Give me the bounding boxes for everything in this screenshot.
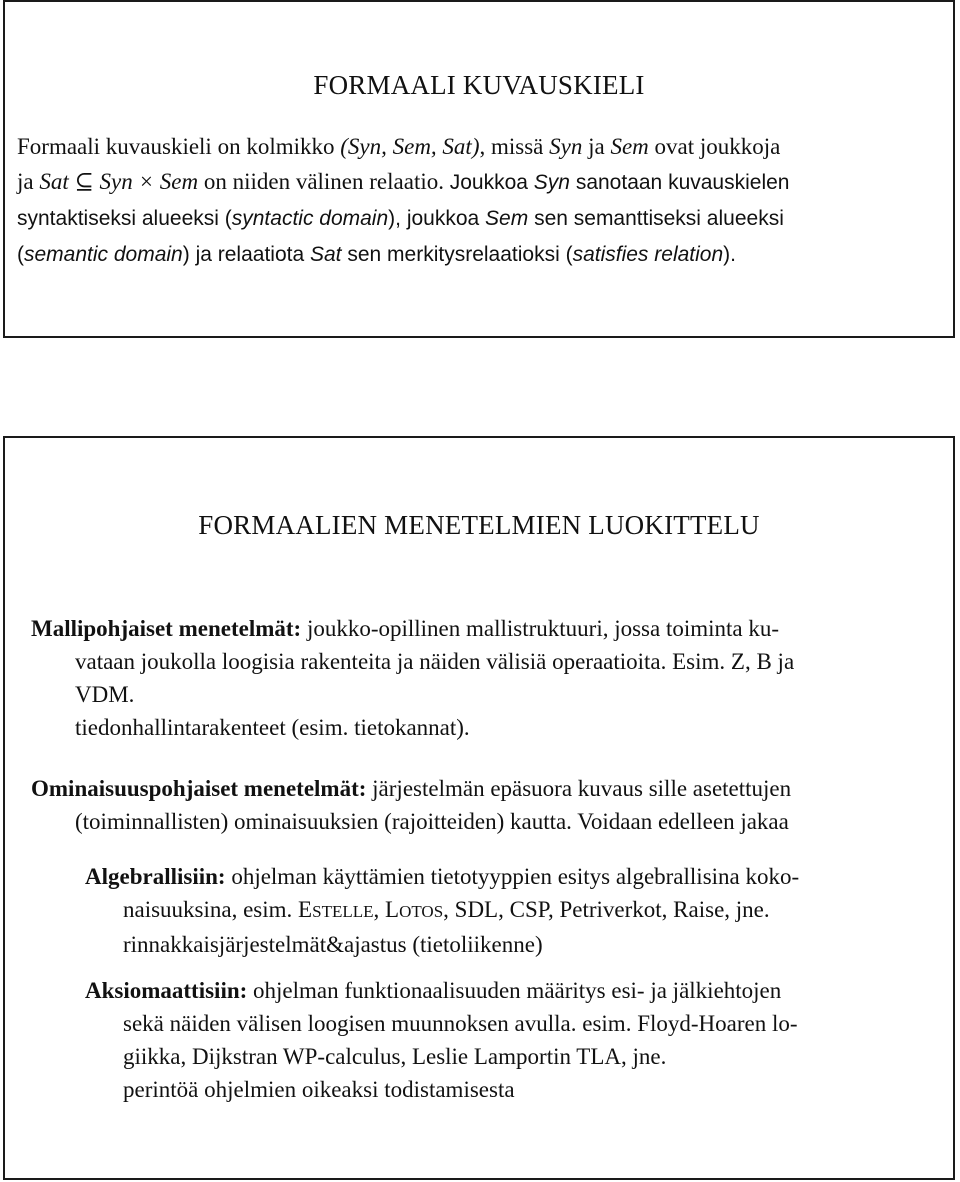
math-syn: Syn (549, 134, 583, 159)
text: ) ja relaatiota (182, 243, 310, 266)
text: ), joukkoa (388, 207, 486, 230)
slide-title: FORMAALI KUVAUSKIELI (313, 70, 645, 100)
text: Formaali kuvauskieli on kolmikko (17, 134, 341, 159)
definition-paragraph (17, 129, 937, 272)
text: on niiden välinen relaatio. (198, 169, 450, 194)
lotos-rest: OTOS (399, 902, 444, 921)
text: perintöä ohjelmien oikeaksi todistamisesta (123, 1077, 515, 1102)
math-syn: Syn (533, 171, 570, 194)
text: , missä (479, 134, 550, 159)
text: , (373, 897, 385, 922)
slide-formal-language (3, 0, 955, 338)
text: ja (17, 169, 40, 194)
slide-title: FORMAALIEN MENETELMIEN LUOKITTELU (198, 510, 760, 540)
term-syntactic-domain: syntactic domain (231, 207, 389, 230)
text: ). (723, 243, 736, 266)
text: naisuuksina, esim. (123, 897, 299, 922)
term-semantic-domain: semantic domain (24, 243, 183, 266)
list-item-property-based (31, 772, 937, 838)
text: ohjelman käyttämien tietotyyppien esitys algebrallisina koko- (225, 864, 800, 889)
estelle-initial: E (298, 897, 313, 922)
text: tiedonhallintarakenteet (esim. tietokannat). (75, 715, 470, 740)
text: vataan joukolla loogisia rakenteita ja näiden välisiä operaatioita. Esim. Z, B ja (75, 649, 795, 674)
relation-expression: Sat ⊆ Syn × Sem (39, 169, 199, 194)
tuple-expression: (Syn, Sem, Sat) (340, 134, 480, 159)
text: ovat joukkoja (648, 134, 781, 159)
text: sekä näiden välisen loogisen muunnoksen avulla. esim. Floyd-Hoaren lo- (123, 1011, 798, 1036)
math-sem: Sem (485, 207, 529, 230)
item-lead: Mallipohjaiset menetelmät: (31, 616, 302, 641)
text: sanotaan kuvauskielen (569, 171, 790, 194)
text: joukko-opillinen mallistruktuuri, jossa toiminta ku- (301, 616, 780, 641)
list-item-axiomatic (85, 974, 939, 1106)
text: Joukkoa (449, 171, 534, 194)
slide-classification (3, 436, 955, 1180)
lotos-initial: L (385, 897, 400, 922)
list-item-algebraic (85, 860, 939, 961)
text: rinnakkaisjärjestelmät&ajastus (tietoliikenne) (123, 932, 543, 957)
text: syntaktiseksi alueeksi ( (17, 207, 232, 230)
text: ( (17, 243, 24, 266)
text: giikka, Dijkstran WP-calculus, Leslie Lamportin TLA, jne. (123, 1044, 667, 1069)
list-item-model-based (31, 612, 937, 744)
text: sen semanttiseksi alueeksi (528, 207, 784, 230)
item-lead: Ominaisuuspohjaiset menetelmät: (31, 776, 367, 801)
term-satisfies-relation: satisfies relation (572, 243, 724, 266)
text: ja (582, 134, 611, 159)
text: sen merkitysrelaatioksi ( (341, 243, 573, 266)
text: VDM. (75, 682, 135, 707)
math-sat: Sat (309, 243, 342, 266)
text: järjestelmän epäsuora kuvaus sille asetettujen (366, 776, 792, 801)
text: ohjelman funktionaalisuuden määritys esi- ja jälkiehtojen (247, 978, 782, 1003)
item-lead: Algebrallisiin: (85, 864, 226, 889)
item-lead: Aksiomaattisiin: (85, 978, 248, 1003)
text: (toiminnallisten) ominaisuuksien (rajoitteiden) kautta. Voidaan edelleen jakaa (75, 809, 789, 834)
estelle-rest: STELLE (312, 902, 374, 921)
text: , SDL, CSP, Petriverkot, Raise, jne. (443, 897, 770, 922)
math-sem: Sem (610, 134, 649, 159)
